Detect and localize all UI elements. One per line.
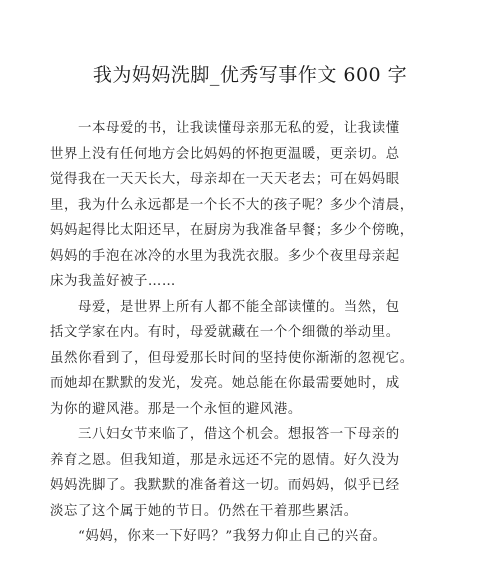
text-line: 三八妇女节来临了，借这个机会。想报答一下母亲的 [50,427,400,442]
paragraph-2 [50,295,470,423]
paragraph-1 [50,116,470,295]
text-line: “妈妈，你来一下好吗？”我努力仰止自己的兴奋。 [50,529,387,544]
text-line: 括文学家在内。有时，母爱就藏在一个个细微的举动里。 [50,325,400,340]
text-line: 母爱，是世界上所有人都不能全部读懂的。当然，包 [50,299,400,315]
paragraph-3 [50,422,470,524]
text-line: 养育之恩。但我知道，那是永远还不完的恩情。好久没为 [50,452,400,468]
text-line: 而她却在默默的发光，发亮。她总能在你最需要她时，成 [50,376,400,391]
document-title: 我为妈妈洗脚_优秀写事作文 600 字 [92,64,408,86]
paragraph-4 [50,524,470,550]
document-body [50,116,470,550]
text-line: 为你的避风港。那是一个永恒的避风港。 [50,401,302,417]
text-line: 妈妈洗脚了。我默默的准备着这一切。而妈妈，似乎已经 [50,478,400,493]
text-line: 虽然你看到了，但母爱那长时间的坚持使你渐渐的忽视它。 [50,350,414,366]
text-line: 床为我盖好被子…… [50,274,176,289]
text-line: 妈妈的手泡在冰冷的水里为我洗衣服。多少个夜里母亲起 [50,248,400,264]
text-line: 淡忘了这个属于她的节日。仍然在干着那些累活。 [50,503,358,519]
text-line: 一本母爱的书，让我读懂母亲那无私的爱，让我读懂 [50,121,400,136]
text-line: 觉得我在一天天长大，母亲却在一天天老去；可在妈妈眼 [50,172,400,187]
text-line: 里，我为什么永远都是一个长不大的孩子呢？多少个清晨， [50,197,414,213]
text-line: 妈妈起得比太阳还早，在厨房为我准备早餐；多少个傍晚， [50,223,414,238]
text-line: 世界上没有任何地方会比妈妈的怀抱更温暖，更亲切。总 [50,146,400,162]
